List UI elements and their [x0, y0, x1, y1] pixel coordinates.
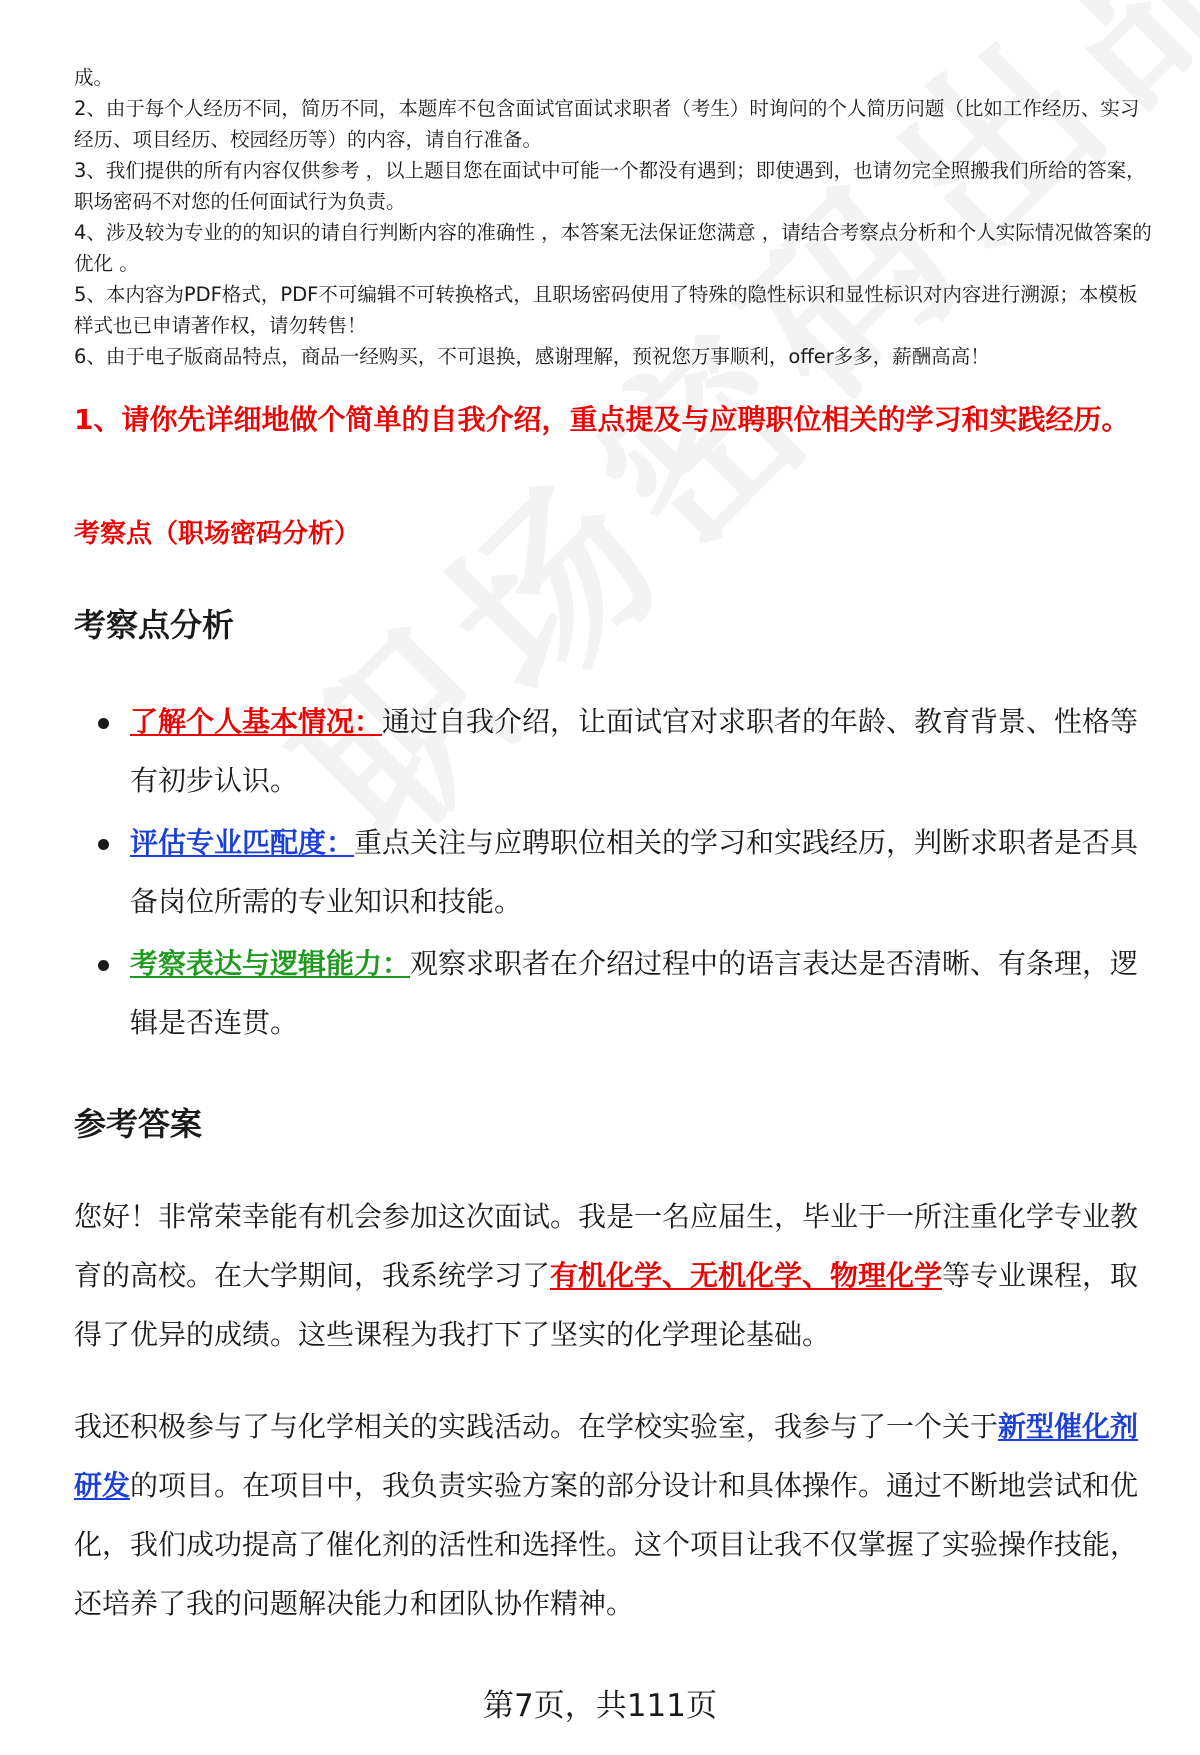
answer-paragraph: [74, 1187, 1164, 1364]
note-line: 6、由于电子版商品特点，商品一经购买，不可退换，感谢理解，预祝您万事顺利，offer多多，薪酬高高！: [74, 345, 990, 368]
answer-text: 的项目。在项目中，我负责实验方案的部分设计和具体操作。通过不断地尝试和优化，我们成功提高了催化剂的活性和选择性。这个项目让我不仅掌握了实验操作技能，还培养了我的问题解决能力和团队协作精神。: [74, 1469, 1139, 1620]
analysis-heading: 考察点分析: [74, 606, 235, 644]
point-label: 了解个人基本情况：: [130, 705, 383, 738]
answer-text: 等专业课程，取得了优异的成绩。这些课程为我打下了坚实的化学理论基础。: [74, 1259, 1139, 1351]
note-line: 成。: [74, 66, 114, 89]
analysis-point: [74, 934, 1164, 1052]
page-number-footer: 第7页，共111页: [483, 1688, 717, 1724]
note-line: 5、本内容为PDF格式，PDF不可编辑不可转换格式，且职场密码使用了特殊的隐性标识和显性标识对内容进行溯源；本模板样式也已申请著作权，请勿转售！: [74, 283, 1138, 337]
notes-block: [74, 62, 1154, 372]
answer-highlight: 有机化学、无机化学、物理化学: [550, 1259, 943, 1292]
answer-heading: 参考答案: [74, 1105, 203, 1143]
point-label: 评估专业匹配度：: [130, 826, 355, 859]
analysis-point: [74, 813, 1164, 931]
question-title: 1、请你先详细地做个简单的自我介绍，重点提及与应聘职位相关的学习和实践经历。: [74, 403, 1130, 436]
answer-highlight: 新型催化剂研发: [74, 1410, 1139, 1502]
answer-text: 我还积极参与了与化学相关的实践活动。在学校实验室，我参与了一个关于: [74, 1410, 999, 1443]
analysis-subtitle: 考察点（职场密码分析）: [74, 519, 361, 549]
analysis-point: [74, 692, 1164, 810]
point-text: 重点关注与应聘职位相关的学习和实践经历，判断求职者是否具备岗位所需的专业知识和技能。: [130, 826, 1139, 918]
answer-paragraph: [74, 1397, 1164, 1633]
point-text: 观察求职者在介绍过程中的语言表达是否清晰、有条理，逻辑是否连贯。: [130, 947, 1139, 1039]
bullet-dot-icon: [98, 718, 109, 729]
analysis-points-list: [74, 692, 1164, 1055]
point-label: 考察表达与逻辑能力：: [130, 947, 411, 980]
note-line: 3、我们提供的所有内容仅供参考 ，以上题目您在面试中可能一个都没有遇到；即使遇到，也请勿完全照搬我们所给的答案，职场密码不对您的任何面试行为负责。: [74, 159, 1146, 213]
bullet-dot-icon: [98, 839, 109, 850]
bullet-dot-icon: [98, 960, 109, 971]
point-text: 通过自我介绍，让面试官对求职者的年龄、教育背景、性格等有初步认识。: [130, 705, 1139, 797]
note-line: 4、涉及较为专业的的知识的请自行判断内容的准确性 ，本答案无法保证您满意 ，请结合考察点分析和个人实际情况做答案的优化 。: [74, 221, 1152, 275]
answer-text: 您好！非常荣幸能有机会参加这次面试。我是一名应届生，毕业于一所注重化学专业教育的高校。在大学期间，我系统学习了: [74, 1200, 1139, 1292]
note-line: 2、由于每个人经历不同，简历不同，本题库不包含面试官面试求职者（考生）时询问的个人简历问题（比如工作经历、实习经历、项目经历、校园经历等）的内容，请自行准备。: [74, 97, 1140, 151]
